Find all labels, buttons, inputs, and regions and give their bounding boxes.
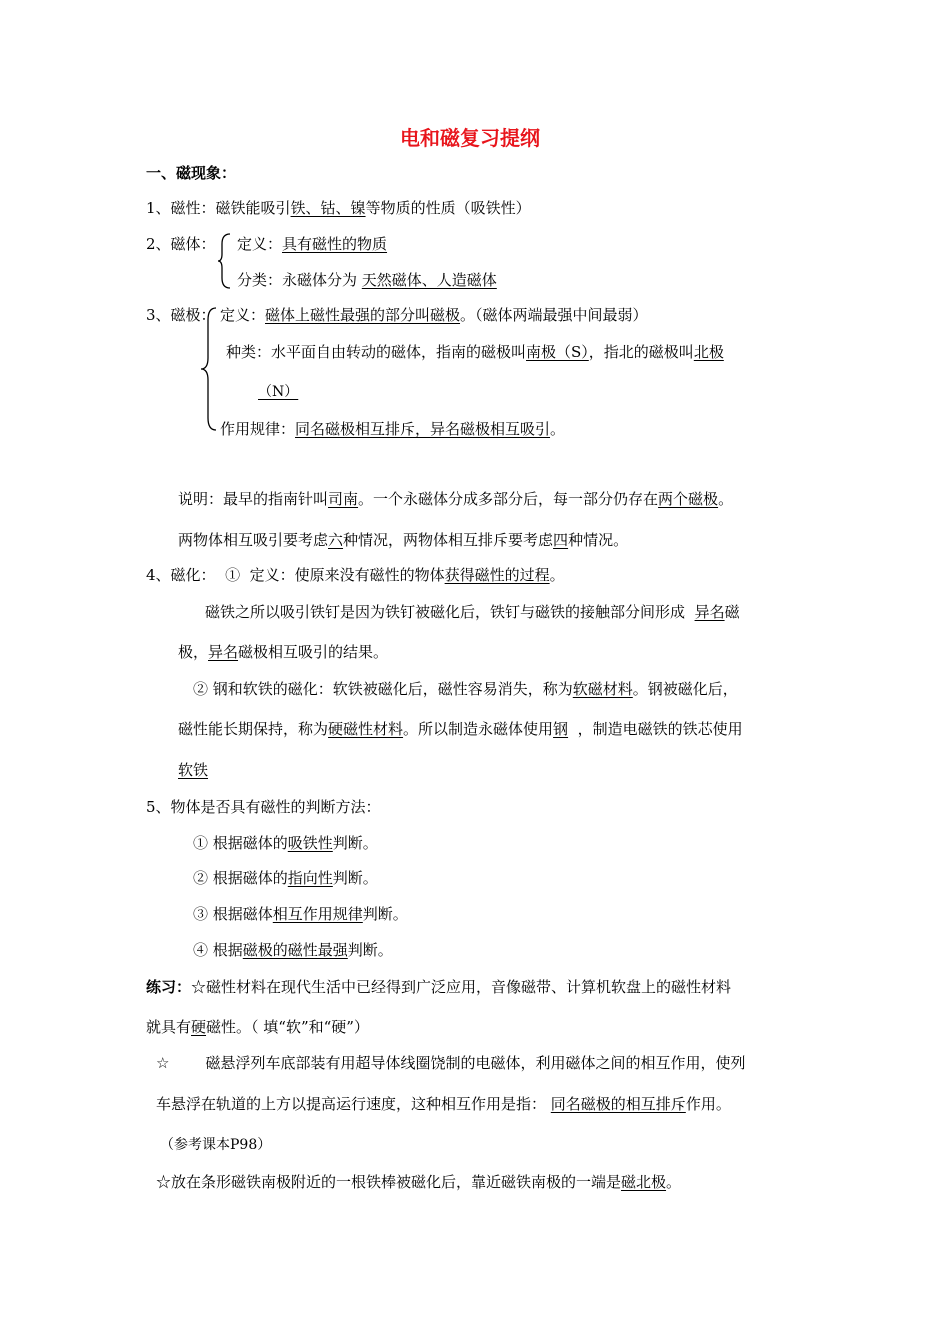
item-4-l2-end: 磁 <box>724 603 740 621</box>
practice-2-text: 磁悬浮列车底部装有用超导体线圈饶制的电磁体，利用磁体之间的相互作用，使列 <box>205 1054 746 1072</box>
item-3-kind-north-symbol: （N） <box>258 384 299 400</box>
item-3-kind-text-2: ，指北的磁极叫 <box>588 343 694 361</box>
method-1-answer: 吸铁性 <box>287 834 333 852</box>
star-icon: ☆ <box>156 1054 170 1072</box>
note-text: 说明：最早的指南针叫 <box>178 490 329 508</box>
item-3-rule-answer: 同名磁极相互排斥，异名磁极相互吸引 <box>295 420 551 438</box>
note-line-1 <box>178 492 733 507</box>
practice-line-4 <box>156 1097 731 1112</box>
note-answer-poles: 两个磁极 <box>658 490 719 508</box>
item-3-def-answer: 磁体上磁性最强的部分叫磁极 <box>265 306 461 324</box>
item-1-text-end: 等物质的性质（吸铁性） <box>365 199 531 217</box>
practice-line-5 <box>156 1175 681 1190</box>
method-1-text: ① 根据磁体的 <box>193 834 288 852</box>
item-3-kind-south: 南极（S） <box>526 343 589 361</box>
item-2-classification <box>237 273 497 288</box>
method-2-text: ② 根据磁体的 <box>193 869 288 887</box>
item-4-l5-answer-hard: 硬磁性材料 <box>328 720 404 738</box>
item-2-label: 2、磁体： <box>146 235 216 253</box>
item-4-l3-answer: 异名 <box>208 643 239 661</box>
note-line-2 <box>178 533 628 548</box>
practice-2-end: 作用。 <box>685 1095 731 1113</box>
item-5-heading: 5、物体是否具有磁性的判断方法： <box>146 798 381 816</box>
practice-2-text-2: 车悬浮在轨道的上方以提高运行速度，这种相互作用是指： <box>156 1095 547 1113</box>
practice-reference: （参考课本P98） <box>160 1137 272 1153</box>
item-3-kind-text: 种类：水平面自由转动的磁体，指南的磁极叫 <box>226 343 527 361</box>
practice-line-1 <box>146 980 731 995</box>
method-2-answer: 指向性 <box>287 869 333 887</box>
item-4-text: 4、磁化： ① 定义：使原来没有磁性的物体 <box>146 566 445 584</box>
item-2-cls-label: 分类：永磁体分为 <box>237 271 358 289</box>
note-text-4: 种情况，两物体相互排斥要考虑 <box>343 531 554 549</box>
item-4-l2-text: 磁铁之所以吸引铁钉是因为铁钉被磁化后，铁钉与磁铁的接触部分间形成 <box>205 603 686 621</box>
item-4-answer-process: 获得磁性的过程 <box>444 566 550 584</box>
item-1 <box>146 201 531 216</box>
item-4-l5-answer-steel: 钢 <box>553 720 569 738</box>
item-3-rule-label: 作用规律： <box>220 420 296 438</box>
practice-1-end: 磁性。（ 填“软”和“硬”） <box>206 1018 369 1036</box>
item-4-l5-end: ，制造电磁铁的铁芯使用 <box>577 720 743 738</box>
item-4-line-3 <box>178 645 388 660</box>
practice-line-3 <box>156 1056 745 1071</box>
item-4-line-4 <box>193 682 738 697</box>
item-4-l5-text-2: 。所以制造永磁体使用 <box>403 720 554 738</box>
method-3-answer: 相互作用规律 <box>272 905 363 923</box>
item-3-kinds <box>226 345 724 360</box>
item-3-rule <box>220 422 565 437</box>
practice-2-answer: 同名磁极的相互排斥 <box>550 1095 686 1113</box>
item-2-def-answer: 具有磁性的物质 <box>282 235 388 253</box>
practice-3-text: ☆放在条形磁铁南极附近的一根铁棒被磁化后，靠近磁铁南极的一端是 <box>156 1173 622 1191</box>
page-title: 电和磁复习提纲 <box>400 126 540 150</box>
practice-line-2 <box>146 1020 369 1035</box>
note-answer-compass: 司南 <box>328 490 359 508</box>
practice-1-text: ☆磁性材料在现代生活中已经得到广泛应用，音像磁带、计算机软盘上的磁性材料 <box>191 978 732 996</box>
item-3-rule-end: 。 <box>550 420 566 438</box>
item-3-definition <box>220 308 648 323</box>
item-4-line-5 <box>178 722 743 737</box>
item-2-cls-answer: 天然磁体、人造磁体 <box>361 271 497 289</box>
item-4-l3-end: 磁极相互吸引的结果。 <box>238 643 389 661</box>
note-answer-four: 四 <box>553 531 569 549</box>
practice-1-text-2: 就具有 <box>146 1018 192 1036</box>
note-text-3: 两物体相互吸引要考虑 <box>178 531 329 549</box>
method-2-end: 判断。 <box>332 869 378 887</box>
method-3-text: ③ 根据磁体 <box>193 905 273 923</box>
section-heading: 一、磁现象： <box>146 164 237 182</box>
item-4-line-2 <box>205 605 740 620</box>
note-text-5: 种情况。 <box>568 531 629 549</box>
item-3-label: 3、磁极： <box>146 306 216 324</box>
method-4-end: 判断。 <box>347 941 393 959</box>
note-text-end: 。 <box>718 490 734 508</box>
item-4-l4-answer: 软磁材料 <box>572 680 633 698</box>
practice-3-answer: 磁北极 <box>621 1173 667 1191</box>
item-3-def-note: 。（磁体两端最强中间最弱） <box>460 306 648 324</box>
item-5-method-4 <box>193 943 393 958</box>
item-4-l6-answer: 软铁 <box>178 761 209 779</box>
item-5-method-3 <box>193 907 408 922</box>
method-4-text: ④ 根据 <box>193 941 243 959</box>
practice-label: 练习： <box>146 978 192 996</box>
item-3-kind-north: 北极 <box>693 343 724 361</box>
method-4-answer: 磁极的磁性最强 <box>242 941 348 959</box>
item-4-text-end: 。 <box>549 566 565 584</box>
practice-1-answer: 硬 <box>191 1018 207 1036</box>
item-2-def-label: 定义： <box>237 235 283 253</box>
item-4-l2-answer: 异名 <box>694 603 725 621</box>
item-2-definition <box>237 237 387 252</box>
item-1-answer: 铁、钴、镍 <box>290 199 366 217</box>
note-answer-six: 六 <box>328 531 344 549</box>
item-2-brace <box>218 232 232 290</box>
item-4-l4-end: 。钢被磁化后， <box>632 680 738 698</box>
item-4-line-1 <box>146 568 565 583</box>
item-3-brace <box>200 306 218 432</box>
item-5-method-2 <box>193 871 378 886</box>
item-4-l3-text: 极， <box>178 643 209 661</box>
method-1-end: 判断。 <box>332 834 378 852</box>
method-3-end: 判断。 <box>362 905 408 923</box>
item-3-def-label: 定义： <box>220 306 266 324</box>
note-text-2: 。一个永磁体分成多部分后，每一部分仍存在 <box>358 490 659 508</box>
item-5-method-1 <box>193 836 378 851</box>
item-4-l4-text: ② 钢和软铁的磁化：软铁被磁化后，磁性容易消失，称为 <box>193 680 573 698</box>
item-1-text: 1、磁性：磁铁能吸引 <box>146 199 291 217</box>
item-4-l5-text: 磁性能长期保持，称为 <box>178 720 329 738</box>
practice-3-end: 。 <box>666 1173 682 1191</box>
